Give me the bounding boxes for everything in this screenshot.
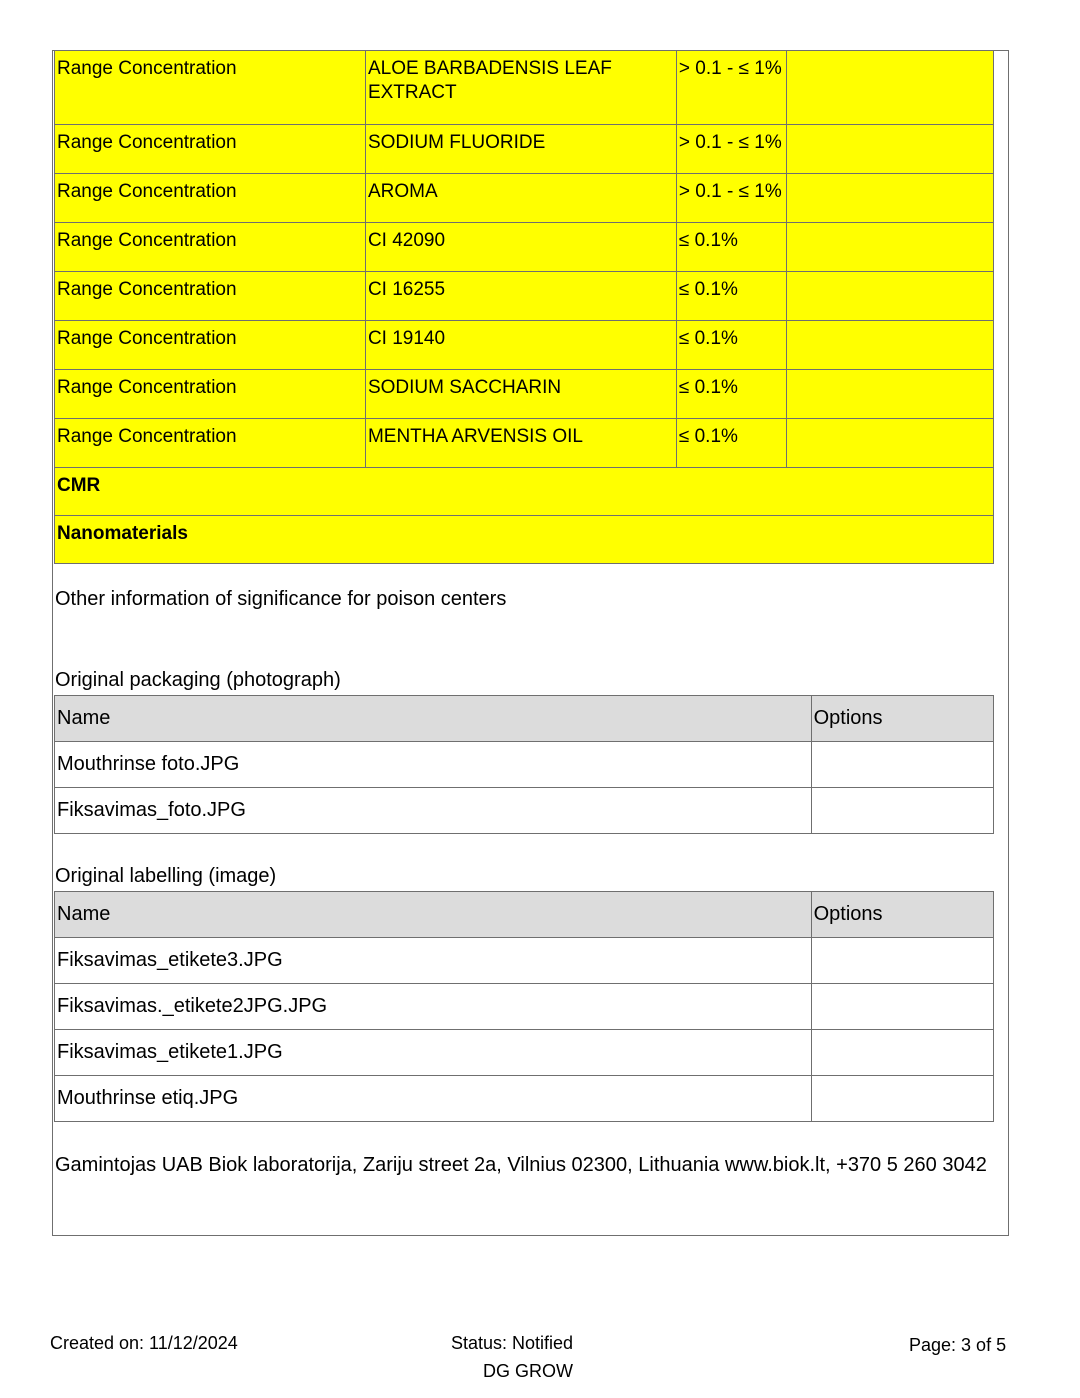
ingredient-extra [786, 223, 993, 272]
ingredient-conc: ≤ 0.1% [676, 321, 786, 370]
ingredient-row [55, 321, 994, 370]
ingredient-extra [786, 419, 993, 468]
labelling-file-name: Fiksavimas_etikete1.JPG [55, 1030, 812, 1076]
ingredient-row [55, 223, 994, 272]
ingredient-type: Range Concentration [55, 370, 366, 419]
ingredient-conc: ≤ 0.1% [676, 370, 786, 419]
packaging-file-name: Mouthrinse foto.JPG [55, 742, 812, 788]
labelling-table [54, 891, 994, 1122]
labelling-title: Original labelling (image) [55, 865, 277, 887]
packaging-file-options [811, 742, 993, 788]
packaging-file-name: Fiksavimas_foto.JPG [55, 788, 812, 834]
org-text: DG GROW [483, 1361, 573, 1381]
ingredient-type: Range Concentration [55, 321, 366, 370]
other-info-text: Other information of significance for poison centers [55, 588, 507, 610]
ingredient-extra [786, 51, 993, 125]
ingredient-conc: ≤ 0.1% [676, 223, 786, 272]
ingredient-name: SODIUM FLUORIDE [365, 125, 676, 174]
status-text: Status: Notified [451, 1333, 574, 1353]
cmr-label: CMR [55, 468, 994, 516]
ingredient-row [55, 174, 994, 223]
ingredient-extra [786, 370, 993, 419]
nanomaterials-row [55, 516, 994, 564]
ingredient-conc: > 0.1 - ≤ 1% [676, 174, 786, 223]
page-number: Page: 3 of 5 [909, 1335, 1007, 1355]
ingredient-extra [786, 174, 993, 223]
table-row [55, 984, 994, 1030]
ingredients-table [54, 50, 994, 564]
labelling-file-options [811, 1030, 993, 1076]
ingredient-name: AROMA [365, 174, 676, 223]
labelling-col-options: Options [811, 892, 993, 938]
labelling-file-options [811, 938, 993, 984]
table-row [55, 742, 994, 788]
packaging-file-options [811, 788, 993, 834]
packaging-title: Original packaging (photograph) [55, 669, 341, 691]
ingredient-conc: > 0.1 - ≤ 1% [676, 51, 786, 125]
ingredient-conc: ≤ 0.1% [676, 272, 786, 321]
ingredient-name: CI 16255 [365, 272, 676, 321]
ingredient-name: ALOE BARBADENSIS LEAF EXTRACT [365, 51, 676, 125]
ingredient-name: CI 42090 [365, 223, 676, 272]
table-row [55, 938, 994, 984]
packaging-col-name: Name [55, 696, 812, 742]
labelling-file-name: Mouthrinse etiq.JPG [55, 1076, 812, 1122]
labelling-file-options [811, 1076, 993, 1122]
manufacturer-info: Gamintojas UAB Biok laboratorija, Zariju street 2a, Vilnius 02300, Lithuania www.biok.lt, +370 5 260 3042 [55, 1154, 987, 1176]
labelling-file-name: Fiksavimas._etikete2JPG.JPG [55, 984, 812, 1030]
labelling-file-name: Fiksavimas_etikete3.JPG [55, 938, 812, 984]
ingredient-conc: > 0.1 - ≤ 1% [676, 125, 786, 174]
labelling-col-name: Name [55, 892, 812, 938]
ingredient-extra [786, 272, 993, 321]
labelling-header-row [55, 892, 994, 938]
table-row [55, 788, 994, 834]
ingredient-row [55, 51, 994, 125]
ingredient-type: Range Concentration [55, 125, 366, 174]
packaging-header-row [55, 696, 994, 742]
ingredient-conc: ≤ 0.1% [676, 419, 786, 468]
ingredient-type: Range Concentration [55, 174, 366, 223]
nanomaterials-label: Nanomaterials [55, 516, 994, 564]
table-row [55, 1030, 994, 1076]
cmr-row [55, 468, 994, 516]
ingredient-extra [786, 125, 993, 174]
ingredient-row [55, 125, 994, 174]
table-row [55, 1076, 994, 1122]
created-date: Created on: 11/12/2024 [50, 1333, 238, 1353]
ingredient-row [55, 272, 994, 321]
ingredient-extra [786, 321, 993, 370]
ingredient-name: SODIUM SACCHARIN [365, 370, 676, 419]
ingredient-type: Range Concentration [55, 223, 366, 272]
ingredient-type: Range Concentration [55, 419, 366, 468]
ingredient-row [55, 419, 994, 468]
ingredient-name: CI 19140 [365, 321, 676, 370]
ingredient-name: MENTHA ARVENSIS OIL [365, 419, 676, 468]
labelling-file-options [811, 984, 993, 1030]
ingredient-type: Range Concentration [55, 272, 366, 321]
ingredient-type: Range Concentration [55, 51, 366, 125]
packaging-col-options: Options [811, 696, 993, 742]
ingredient-row [55, 370, 994, 419]
packaging-table [54, 695, 994, 834]
